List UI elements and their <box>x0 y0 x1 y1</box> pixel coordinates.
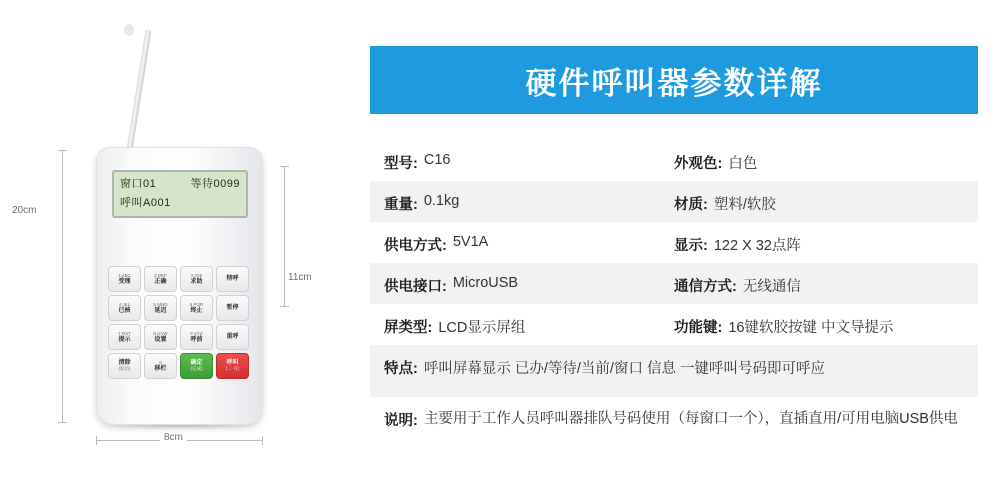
key-sub-label: 7 RST <box>118 330 131 336</box>
spec-value: MicroUSB <box>452 275 519 291</box>
key-sub-label: (→ 号) <box>225 366 240 371</box>
spec-panel <box>370 0 1000 492</box>
key-sub-label: 8 UVW <box>153 330 168 336</box>
lcd-calling-label: 呼叫A001 <box>120 197 171 209</box>
keypad-key-call[interactable] <box>216 353 249 379</box>
spec-row <box>370 345 978 397</box>
spec-key: 外观色: <box>674 156 723 172</box>
spec-value: 122 X 32点阵 <box>713 238 801 254</box>
spec-cell <box>384 304 674 337</box>
keypad-key-confirm[interactable] <box>180 353 213 379</box>
key-main-label: 清除 <box>118 359 131 366</box>
spec-value: 主要用于工作人员呼叫器排队号码使用（每窗口一个），直插直用/可用电脑USB供电 <box>423 411 958 427</box>
key-sub-label: 4 JKL <box>118 301 131 307</box>
key-main-label: 移栏 <box>154 366 167 372</box>
key-sub-label: 9 XYZ <box>190 330 203 336</box>
dimension-tick <box>280 166 289 167</box>
spec-cell <box>674 263 964 296</box>
spec-value: 白色 <box>728 156 758 172</box>
spec-cell <box>674 181 964 214</box>
spec-key: 型号: <box>384 156 418 172</box>
spec-value: LCD显示屏组 <box>438 320 526 336</box>
spec-key: 显示: <box>674 238 708 254</box>
spec-cell <box>674 222 964 255</box>
dimension-tick <box>262 436 263 445</box>
dimension-tick <box>96 436 97 445</box>
spec-key: 供电接口: <box>384 279 447 295</box>
dimension-line-height <box>62 150 63 422</box>
spec-key: 功能键: <box>674 320 723 336</box>
spec-key: 供电方式: <box>384 238 447 254</box>
dimension-depth-label: 11cm <box>288 272 312 283</box>
key-main-label: 重呼 <box>226 333 239 340</box>
product-photo-panel <box>0 0 345 492</box>
spec-row <box>370 140 978 181</box>
spec-value: 无线通信 <box>742 279 801 295</box>
spec-key: 说明: <box>384 413 418 429</box>
spec-row <box>370 222 978 263</box>
dimension-tick <box>58 150 67 151</box>
keypad-key[interactable] <box>108 295 141 321</box>
spec-row <box>370 181 978 222</box>
key-sub-label: 5 MNO <box>153 301 168 307</box>
spec-key: 通信方式: <box>674 279 737 295</box>
spec-cell <box>384 345 964 378</box>
keypad-key[interactable] <box>216 324 249 350</box>
key-main-label: 终止 <box>190 308 203 314</box>
key-main-label: 特呼 <box>226 275 239 282</box>
spec-cell <box>384 263 674 296</box>
spec-value: 5V1A <box>452 234 489 250</box>
spec-value: 0.1kg <box>423 193 460 209</box>
key-sub-label: (完成) <box>190 366 203 371</box>
spec-cell <box>384 140 674 173</box>
keypad-key[interactable] <box>108 266 141 292</box>
spec-row <box>370 263 978 304</box>
key-main-label: 暂停 <box>226 304 239 311</box>
antenna-tip <box>123 23 135 36</box>
antenna <box>126 29 151 153</box>
keypad-key[interactable] <box>144 353 177 379</box>
spec-key: 屏类型: <box>384 320 433 336</box>
spec-value: 16键软胶按键 中文导提示 <box>728 320 894 336</box>
keypad-key[interactable] <box>144 295 177 321</box>
spec-row <box>370 397 978 463</box>
key-main-label: 正确 <box>154 279 167 285</box>
keypad-key[interactable] <box>108 324 141 350</box>
spec-key: 重量: <box>384 197 418 213</box>
key-main-label: 已核 <box>118 308 131 314</box>
spec-cell <box>384 397 964 430</box>
spec-row <box>370 304 978 345</box>
dimension-line-depth <box>284 166 285 306</box>
keypad-key[interactable] <box>216 266 249 292</box>
spec-title: 硬件呼叫器参数详解 <box>370 46 978 114</box>
keypad-key-clear[interactable] <box>108 353 141 379</box>
key-main-label: 提示 <box>118 337 131 343</box>
spec-key: 材质: <box>674 197 708 213</box>
key-main-label: 延迟 <box>154 308 167 314</box>
spec-cell <box>384 181 674 214</box>
key-sub-label: 0 <box>159 359 162 365</box>
key-sub-label: 6 PQR <box>189 301 204 307</box>
spec-table <box>370 140 978 463</box>
keypad-key[interactable] <box>216 295 249 321</box>
spec-value: 呼叫屏幕显示 已办/等待/当前/窗口 信息 一键呼叫号码即可呼应 <box>423 361 826 377</box>
key-main-label: 呼叫 <box>226 359 239 366</box>
spec-key: 特点: <box>384 361 418 377</box>
key-sub-label: (取消) <box>118 366 131 371</box>
keypad-key[interactable] <box>180 295 213 321</box>
device-keypad <box>108 266 252 379</box>
keypad-key[interactable] <box>144 266 177 292</box>
spec-value: C16 <box>423 152 451 168</box>
keypad-key[interactable] <box>144 324 177 350</box>
key-main-label: 设置 <box>154 337 167 343</box>
key-sub-label: 3 GHI <box>190 272 203 278</box>
dimension-tick <box>58 422 67 423</box>
spec-cell <box>384 222 674 255</box>
spec-cell <box>674 140 964 173</box>
key-main-label: 受理 <box>118 279 131 285</box>
key-main-label: 求助 <box>190 279 203 285</box>
key-sub-label: 1 ABC <box>118 272 131 278</box>
key-sub-label: 2 DEF <box>154 272 167 278</box>
lcd-window-label: 窗口01 <box>120 178 157 190</box>
dimension-height-label: 20cm <box>12 205 37 216</box>
spec-value: 塑料/软胶 <box>713 197 776 213</box>
keypad-key[interactable] <box>180 324 213 350</box>
key-main-label: 呼前 <box>190 337 203 343</box>
device-lcd-screen <box>112 170 248 218</box>
key-main-label: 确定 <box>190 359 203 366</box>
spec-cell <box>674 304 964 337</box>
dimension-tick <box>280 306 289 307</box>
keypad-key[interactable] <box>180 266 213 292</box>
dimension-width-label: 8cm <box>160 432 187 443</box>
lcd-waiting-label: 等待0099 <box>190 178 240 190</box>
